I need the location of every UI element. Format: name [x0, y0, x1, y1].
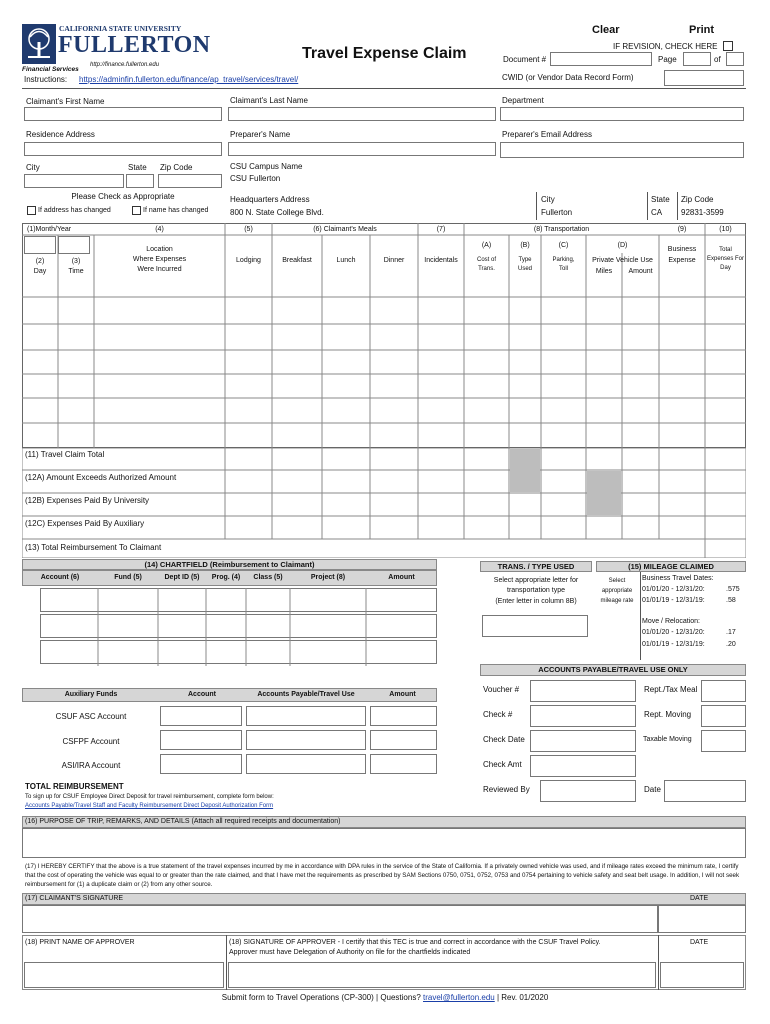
move-rate-2-label: 01/01/19 - 12/31/19: — [642, 641, 705, 648]
reviewed-by-label: Reviewed By — [483, 785, 530, 794]
csuf-logo — [22, 22, 211, 74]
total-reimbursement-label: (13) Total Reimbursement To Claimant — [25, 543, 162, 552]
check-date-label: Check Date — [483, 735, 525, 744]
csfpf-account-field[interactable] — [160, 730, 242, 750]
tax-meal-field[interactable] — [701, 680, 746, 702]
ap-date-label: Date — [644, 785, 661, 794]
mileage-title: (15) MILEAGE CLAIMED — [596, 561, 746, 572]
last-name-label: Claimant's Last Name — [230, 96, 308, 105]
class-col-label: Class (5) — [253, 574, 283, 581]
aux-account-label: Account — [188, 691, 216, 698]
rept-moving-field[interactable] — [701, 705, 746, 727]
document-label: Document # — [503, 55, 547, 64]
hq-state-label: State — [651, 195, 670, 204]
campus-name-value: CSU Fullerton — [230, 174, 281, 183]
month-year-field-1[interactable] — [24, 236, 56, 254]
aux-amount-label: Amount — [389, 691, 416, 698]
taxable-moving-label: Taxable Moving — [643, 736, 692, 743]
name-changed-checkbox[interactable] — [132, 206, 141, 215]
col8d-label: (D) — [617, 242, 628, 249]
project-col-label: Project (8) — [310, 574, 346, 581]
col6-label: (6) Claimant's Meals — [313, 226, 377, 233]
approver-date-label: DATE — [690, 939, 709, 946]
residence-field[interactable] — [24, 142, 222, 156]
instructions-link[interactable]: https://adminfin.fullerton.edu/finance/ap_travel/services/travel/ — [79, 75, 299, 84]
col2-day: Day — [33, 268, 47, 275]
col8d-amount: Amount — [628, 268, 653, 275]
col8b-label: (B) — [520, 242, 530, 249]
col4-label: (4) — [155, 226, 164, 233]
col8d-text: Private Vehicle Use — [592, 257, 653, 264]
asi-ap-field[interactable] — [246, 754, 366, 774]
col10-total2: Expenses For — [706, 256, 745, 262]
csfpf-ap-field[interactable] — [246, 730, 366, 750]
hq-zip-value: 92831-3599 — [681, 208, 724, 217]
check-number-label: Check # — [483, 710, 513, 719]
col8a-text2: Trans. — [478, 266, 495, 272]
business-rate-1-value: .575 — [726, 586, 740, 593]
page-of-field[interactable] — [726, 52, 744, 66]
state-field[interactable] — [126, 174, 154, 188]
tree-seal-icon — [22, 24, 56, 64]
trans-type-line1: Select appropriate letter for — [493, 577, 579, 584]
col8c-text2: Toll — [558, 266, 568, 272]
instructions-label: Instructions: — [24, 75, 68, 84]
university-name: CALIFORNIA STATE UNIVERSITY — [59, 24, 182, 33]
col8a-text: Cost of — [476, 257, 496, 263]
reviewed-by-field[interactable] — [540, 780, 636, 802]
amount-col-label: Amount — [388, 574, 415, 581]
cwid-label: CWID (or Vendor Data Record Form) — [502, 73, 634, 82]
ap-title: ACCOUNTS PAYABLE/TRAVEL USE ONLY — [480, 664, 746, 676]
revision-label: IF REVISION, CHECK HERE — [613, 42, 718, 51]
business-rate-1-label: 01/01/20 - 12/31/20: — [642, 586, 705, 593]
col8c-text: Parking, — [552, 257, 575, 263]
account-col-label: Account (6) — [40, 574, 80, 581]
travel-claim-total-label: (11) Travel Claim Total — [25, 450, 105, 459]
location-label-3: Were Incurred — [137, 266, 182, 273]
paid-by-university-label: (12B) Expenses Paid By University — [25, 496, 150, 505]
city-label: City — [26, 163, 40, 172]
claimant-date-field[interactable] — [658, 905, 746, 933]
check-amount-field[interactable] — [530, 755, 636, 777]
lodging-label: Lodging — [236, 257, 261, 264]
zip-field[interactable] — [158, 174, 222, 188]
chartfield-grid — [40, 588, 437, 666]
approver-signature-label: (18) SIGNATURE OF APPROVER - I certify that this TEC is true and correct in accordance with the CSUF Travel Policy. — [229, 939, 601, 946]
print-button[interactable]: Print — [689, 24, 715, 36]
location-label-2: Where Expenses — [132, 256, 187, 263]
asi-account-label: ASI/IRA Account — [61, 761, 121, 770]
lunch-label: Lunch — [336, 257, 356, 264]
approver-signature-label-2: Approver must have Delegation of Authority on file for the chartfields indicated — [229, 949, 471, 956]
location-label: Location — [146, 246, 173, 253]
col7-label: (7) — [436, 226, 446, 233]
col8d-miles: Miles — [595, 268, 613, 275]
first-name-field[interactable] — [24, 107, 222, 121]
tax-meal-label: Rept./Tax Meal — [644, 685, 698, 694]
approver-name-field[interactable] — [24, 962, 224, 988]
footer-email-link[interactable]: travel@fullerton.edu — [423, 993, 495, 1002]
asi-amount-field[interactable] — [370, 754, 437, 774]
department-label: Department — [502, 96, 544, 105]
preparer-email-field[interactable] — [500, 142, 744, 158]
purpose-label: (16) PURPOSE OF TRIP, REMARKS, AND DETAILS (Attach all required receipts and documentation) — [25, 818, 341, 825]
business-rate-2-value: .58 — [726, 597, 736, 604]
dept-name: Financial Services — [22, 66, 79, 73]
form-title: Travel Expense Claim — [302, 45, 467, 62]
asc-account-field[interactable] — [160, 706, 242, 726]
finance-url: http://finance.fullerton.edu — [90, 62, 160, 68]
col8b-text: Type — [518, 257, 532, 263]
direct-deposit-text: To sign up for CSUF Employee Direct Deposit for travel reimbursement, complete form below: — [25, 794, 274, 800]
rept-moving-label: Rept. Moving — [644, 710, 692, 719]
footer-text-2: | Rev. 01/2020 — [496, 993, 549, 1002]
aux-ap-use-label: Accounts Payable/Travel Use — [257, 691, 355, 698]
claimant-sig-header — [22, 893, 746, 905]
csfpf-amount-field[interactable] — [370, 730, 437, 750]
move-rate-1-value: .17 — [726, 629, 736, 636]
month-year-field-2[interactable] — [58, 236, 90, 254]
hq-state-value: CA — [651, 208, 663, 217]
hq-city-label: City — [541, 195, 555, 204]
chartfield-title: (14) CHARTFIELD (Reimbursement to Claimant) — [22, 559, 437, 570]
col10-label: (10) — [719, 226, 732, 233]
move-rate-1-label: 01/01/20 - 12/31/20: — [642, 629, 705, 636]
col3-label: (3) — [71, 258, 81, 265]
col5-label: (5) — [244, 226, 253, 233]
address-changed-label: If address has changed — [38, 207, 111, 214]
col9-business: Business — [667, 246, 697, 253]
dinner-label: Dinner — [383, 257, 405, 264]
name-changed-label: If name has changed — [143, 207, 209, 214]
col10-total3: Day — [720, 265, 731, 271]
page-label: Page — [658, 55, 677, 64]
trans-type-line3: (Enter letter in column 8B) — [495, 598, 577, 605]
first-name-label: Claimant's First Name — [26, 97, 105, 106]
approver-signature-field[interactable] — [228, 962, 656, 988]
col1-label: (1)Month/Year — [27, 226, 72, 233]
document-field[interactable] — [550, 52, 652, 66]
purpose-field[interactable] — [22, 828, 746, 858]
hq-city-value: Fullerton — [541, 208, 573, 217]
state-label: State — [128, 163, 147, 172]
approver-date-field[interactable] — [660, 962, 744, 988]
asc-ap-field[interactable] — [246, 706, 366, 726]
address-changed-checkbox[interactable] — [27, 206, 36, 215]
clear-button[interactable]: Clear — [592, 24, 620, 36]
incidentals-label: Incidentals — [424, 257, 458, 264]
asi-account-field[interactable] — [160, 754, 242, 774]
approver-name-label: (18) PRINT NAME OF APPROVER — [25, 939, 135, 946]
col9-label: (9) — [677, 226, 687, 233]
breakfast-label: Breakfast — [282, 257, 312, 264]
col8c-label: (C) — [558, 242, 569, 249]
col2-label: (2) — [35, 258, 45, 265]
campus-name-label: CSU Campus Name — [230, 162, 303, 171]
col8b-text2: Used — [517, 266, 532, 272]
claimant-signature-label: (17) CLAIMANT'S SIGNATURE — [25, 895, 124, 902]
col9-expense: Expense — [668, 257, 696, 264]
ap-date-field[interactable] — [664, 780, 746, 802]
last-name-field[interactable] — [228, 107, 496, 121]
taxable-moving-field[interactable] — [701, 730, 746, 752]
trans-type-title: TRANS. / TYPE USED — [480, 561, 592, 572]
claimant-signature-field[interactable] — [22, 905, 658, 933]
of-label: of — [714, 55, 721, 64]
move-relocation-label: Move / Relocation: — [642, 618, 700, 625]
business-travel-label: Business Travel Dates: — [642, 575, 714, 582]
preparer-name-field[interactable] — [228, 142, 496, 156]
mileage-select-2: appropriate — [601, 588, 633, 594]
residence-label: Residence Address — [26, 130, 95, 139]
fund-col-label: Fund (5) — [114, 574, 142, 581]
page-field[interactable] — [683, 52, 711, 66]
preparer-email-label: Preparer's Email Address — [502, 130, 593, 139]
voucher-field[interactable] — [530, 680, 636, 702]
city-field[interactable] — [24, 174, 124, 188]
department-field[interactable] — [500, 107, 744, 121]
check-date-field[interactable] — [530, 730, 636, 752]
hq-zip-label: Zip Code — [681, 195, 714, 204]
prog-col-label: Prog. (4) — [211, 574, 241, 581]
col8-label: (8) Transportation — [533, 226, 590, 233]
trans-type-field[interactable] — [482, 615, 588, 637]
trans-type-line2: transportation type — [507, 587, 565, 594]
total-reimbursement-title: TOTAL REIMBURSEMENT — [25, 782, 124, 791]
zip-label: Zip Code — [160, 163, 193, 172]
check-amount-label: Check Amt — [483, 760, 522, 769]
footer-text-1: Submit form to Travel Operations (CP-300) | Questions? — [221, 993, 421, 1002]
check-label: Please Check as Appropriate — [71, 192, 175, 201]
mileage-select-1: Select — [608, 578, 626, 584]
col3-time: Time — [68, 268, 84, 275]
campus-name: FULLERTON — [58, 32, 211, 58]
preparer-name-label: Preparer's Name — [230, 130, 291, 139]
revision-checkbox[interactable] — [723, 41, 733, 51]
aux-funds-label: Auxiliary Funds — [64, 691, 118, 698]
col8a-label: (A) — [481, 242, 492, 249]
mileage-select-3: mileage rate — [600, 598, 634, 604]
business-rate-2-label: 01/01/19 - 12/31/19: — [642, 597, 705, 604]
claimant-date-label: DATE — [690, 895, 709, 902]
voucher-label: Voucher # — [483, 685, 520, 694]
check-number-field[interactable] — [530, 705, 636, 727]
hq-value: 800 N. State College Blvd. — [230, 208, 324, 217]
move-rate-2-value: .20 — [726, 641, 736, 648]
direct-deposit-link[interactable]: Accounts Payable/Travel Staff and Faculty Reimbursement Direct Deposit Authorization Form — [25, 803, 274, 809]
exceeds-authorized-label: (12A) Amount Exceeds Authorized Amount — [25, 473, 177, 482]
paid-by-auxiliary-label: (12C) Expenses Paid By Auxiliary — [25, 519, 145, 528]
col10-total: Total — [719, 247, 732, 253]
asc-amount-field[interactable] — [370, 706, 437, 726]
certify-text: (17) I HEREBY CERTIFY that the above is a true statement of the travel expenses incurred by me in accordance with DPA rules in the service of the State of California. If a privately owned vehicle was used, and if mileage rates exceed the minimum rate, I certify that the cost of operating the vehicle was equal to or greater than the rate claimed, and that I have met the requirements as prescribed by SAM Sections 0750, 0751, 0752, 0753 and 0754 pertaining to vehicle safety and seat belt usage. In addition, I will not seek reimbursement for (1) a duplicate claim or (2) from any other source. — [25, 863, 740, 888]
csfpf-account-label: CSFPF Account — [62, 737, 120, 746]
hq-label: Headquarters Address — [230, 195, 310, 204]
footer — [0, 993, 770, 1002]
asc-account-label: CSUF ASC Account — [55, 712, 127, 721]
cwid-field[interactable] — [664, 70, 744, 86]
deptid-col-label: Dept ID (5) — [164, 574, 200, 581]
